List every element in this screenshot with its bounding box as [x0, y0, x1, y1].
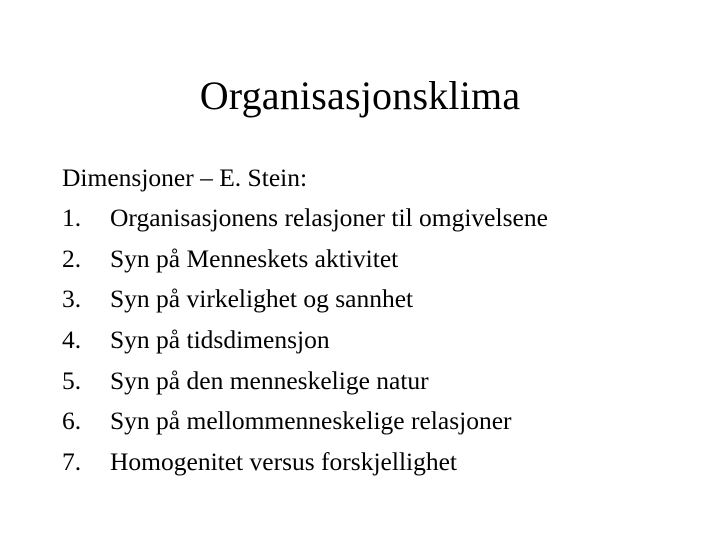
list-item-text: Syn på den menneskelige natur [110, 365, 429, 395]
list-item-number: 3. [62, 284, 82, 314]
list-item [62, 401, 702, 442]
list-item [62, 320, 702, 361]
dimension-list [62, 198, 702, 483]
list-item-number: 7. [62, 447, 82, 477]
list-item-number: 2. [62, 243, 82, 273]
slide-body [62, 158, 702, 483]
list-item-text: Syn på virkelighet og sannhet [110, 284, 414, 314]
list-item [62, 442, 702, 483]
list-item-number: 1. [62, 203, 82, 232]
list-item [62, 239, 702, 280]
list-item [62, 198, 702, 239]
list-item-number: 6. [62, 406, 82, 436]
list-item-number: 5. [62, 365, 82, 395]
list-item-number: 4. [62, 325, 82, 355]
list-item-text: Organisasjonens relasjoner til omgivelsene [110, 203, 548, 232]
list-item [62, 279, 702, 320]
list-item-text: Syn på Menneskets aktivitet [110, 243, 399, 273]
list-item-text: Syn på mellommenneskelige relasjoner [110, 406, 512, 436]
list-item-text: Homogenitet versus forskjellighet [110, 447, 458, 477]
list-item [62, 361, 702, 402]
slide-title: Organisasjonsklima [199, 73, 521, 118]
list-item-text: Syn på tidsdimensjon [110, 325, 330, 355]
list-heading: Dimensjoner – E. Stein: [62, 163, 308, 192]
